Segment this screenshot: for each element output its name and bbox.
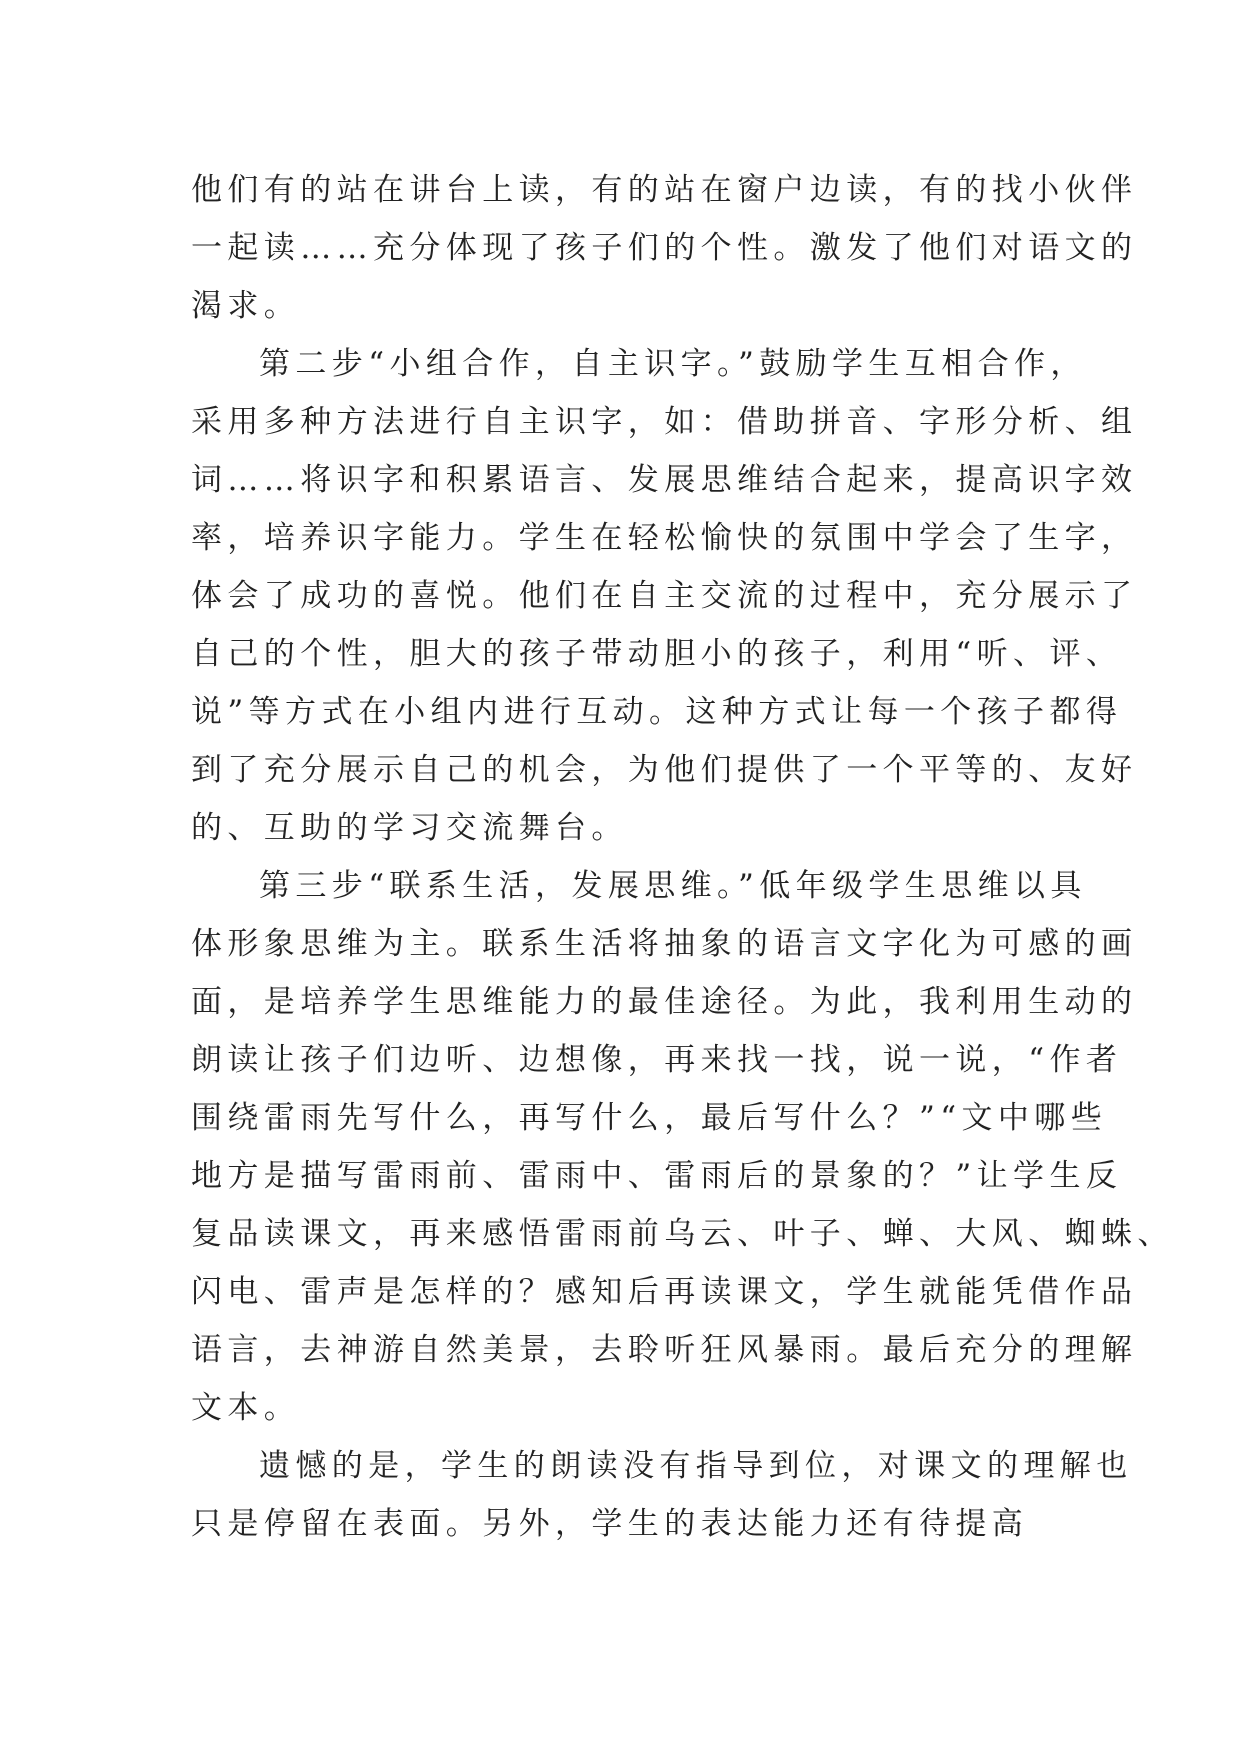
- text-line: 体会了成功的喜悦。他们在自主交流的过程中，充分展示了: [191, 578, 1138, 614]
- text-line: 说”等方式在小组内进行互动。这种方式让每一个孩子都得: [191, 694, 1123, 730]
- text-line: 第三步“联系生活，发展思维。”低年级学生思维以具: [259, 868, 1087, 904]
- text-line: 只是停留在表面。另外，学生的表达能力还有待提高: [191, 1506, 1029, 1542]
- text-line: 自己的个性，胆大的孩子带动胆小的孩子，利用“听、评、: [191, 636, 1123, 672]
- text-line: 渴求。: [191, 288, 301, 324]
- text-line: 围绕雷雨先写什么，再写什么，最后写什么？”“文中哪些: [191, 1100, 1108, 1136]
- text-line: 语言，去神游自然美景，去聆听狂风暴雨。最后充分的理解: [191, 1332, 1138, 1368]
- text-line: 他们有的站在讲台上读，有的站在窗户边读，有的找小伙伴: [191, 172, 1138, 208]
- text-line: 面，是培养学生思维能力的最佳途径。为此，我利用生动的: [191, 984, 1138, 1020]
- text-line: 朗读让孩子们边听、边想像，再来找一找，说一说，“作者: [191, 1042, 1123, 1078]
- text-line: 复品读课文，再来感悟雷雨前乌云、叶子、蝉、大风、蜘蛛、: [191, 1216, 1174, 1252]
- text-line: 第二步“小组合作，自主识字。”鼓励学生互相合作，: [259, 346, 1087, 382]
- text-line: 闪电、雷声是怎样的？感知后再读课文，学生就能凭借作品: [191, 1274, 1138, 1310]
- text-line: 的、互助的学习交流舞台。: [191, 810, 628, 846]
- text-line: 体形象思维为主。联系生活将抽象的语言文字化为可感的画: [191, 926, 1138, 962]
- text-line: 一起读……充分体现了孩子们的个性。激发了他们对语文的: [191, 230, 1138, 266]
- text-line: 率，培养识字能力。学生在轻松愉快的氛围中学会了生字，: [191, 520, 1138, 556]
- text-line: 地方是描写雷雨前、雷雨中、雷雨后的景象的？”让学生反: [191, 1158, 1123, 1194]
- text-line: 采用多种方法进行自主识字，如：借助拼音、字形分析、组: [191, 404, 1138, 440]
- text-line: 到了充分展示自己的机会，为他们提供了一个平等的、友好: [191, 752, 1138, 788]
- text-line: 词……将识字和积累语言、发展思维结合起来，提高识字效: [191, 462, 1138, 498]
- text-line: 文本。: [191, 1390, 301, 1426]
- text-line: 遗憾的是，学生的朗读没有指导到位，对课文的理解也: [259, 1448, 1133, 1484]
